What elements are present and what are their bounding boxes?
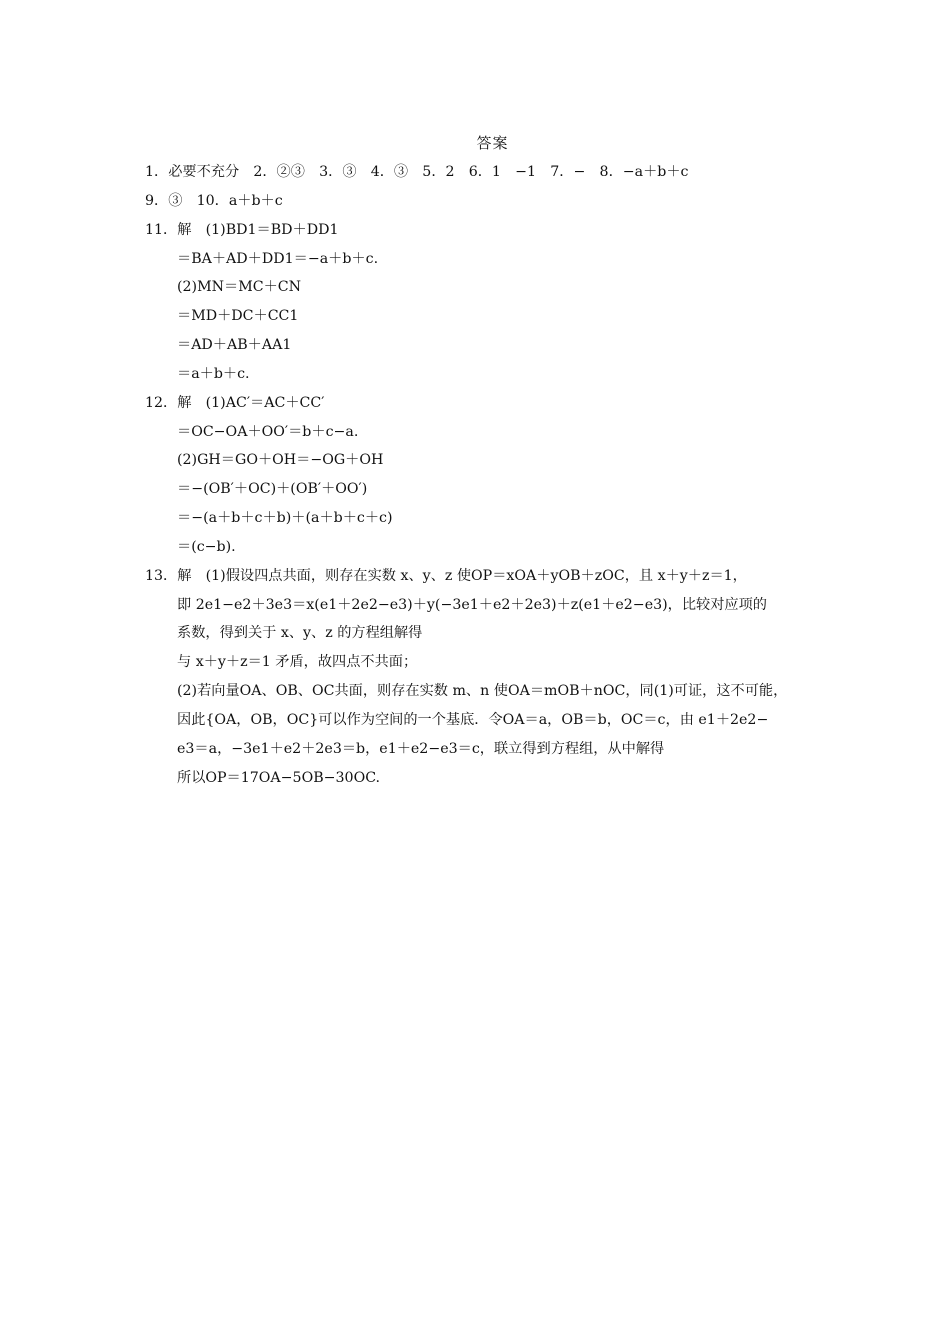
answer-13-heading: 13．解 (1)假设四点共面，则存在实数 x、y、z 使OP＝xOA＋yOB＋zOC，且 x＋y＋z＝1， bbox=[145, 568, 747, 584]
answer-11-step: (2)MN＝MC＋CN bbox=[177, 279, 302, 295]
answer-13-step: 即 2e1−e2＋3e3＝x(e1＋2e2−e3)＋y(−3e1＋e2＋2e3)＋z(e1＋e2−e3)，比较对应项的 bbox=[177, 597, 767, 613]
answer-11-step: ＝a＋b＋c. bbox=[177, 366, 250, 382]
answer-11-step: ＝MD＋DC＋CC1 bbox=[177, 308, 299, 324]
answer-13-step: 因此{OA，OB，OC}可以作为空间的一个基底．令OA＝a，OB＝b，OC＝c，由 e1＋2e2− bbox=[177, 712, 769, 728]
answer-13-step: 与 x＋y＋z＝1 矛盾，故四点不共面； bbox=[177, 654, 418, 670]
answer-11-step: ＝BA＋AD＋DD1＝−a＋b＋c. bbox=[177, 251, 379, 267]
answer-12-step: ＝−(a＋b＋c＋b)＋(a＋b＋c＋c) bbox=[177, 510, 393, 526]
answer-13-step: (2)若向量OA、OB、OC共面，则存在实数 m、n 使OA＝mOB＋nOC，同(1)可证，这不可能， bbox=[177, 683, 788, 699]
answer-12-step: ＝OC−OA＋OO′＝b＋c−a. bbox=[177, 424, 359, 440]
answer-12-step: (2)GH＝GO＋OH＝−OG＋OH bbox=[177, 452, 384, 468]
answer-13-step: 系数，得到关于 x、y、z 的方程组解得 bbox=[177, 625, 423, 641]
answer-12-step: ＝−(OB′＋OC)＋(OB′＋OO′) bbox=[177, 481, 368, 497]
answer-line-1-8: 1．必要不充分 2．②③ 3．③ 4．③ 5．2 6．1 −1 7．− 8．−a＋b＋c bbox=[145, 164, 689, 180]
answer-11-heading: 11．解 (1)BD1＝BD＋DD1 bbox=[145, 222, 339, 238]
answer-13-step: e3＝a，−3e1＋e2＋2e3＝b，e1＋e2−e3＝c，联立得到方程组，从中解得 bbox=[177, 741, 665, 757]
answer-12-step: ＝(c−b). bbox=[177, 539, 236, 555]
answer-13-step: 所以OP＝17OA−5OB−30OC. bbox=[177, 770, 381, 786]
page-title: 答案 bbox=[476, 134, 509, 152]
answer-line-9-10: 9．③ 10．a＋b＋c bbox=[145, 193, 283, 209]
answer-12-heading: 12．解 (1)AC′＝AC＋CC′ bbox=[145, 395, 325, 411]
answer-11-step: ＝AD＋AB＋AA1 bbox=[177, 337, 292, 353]
